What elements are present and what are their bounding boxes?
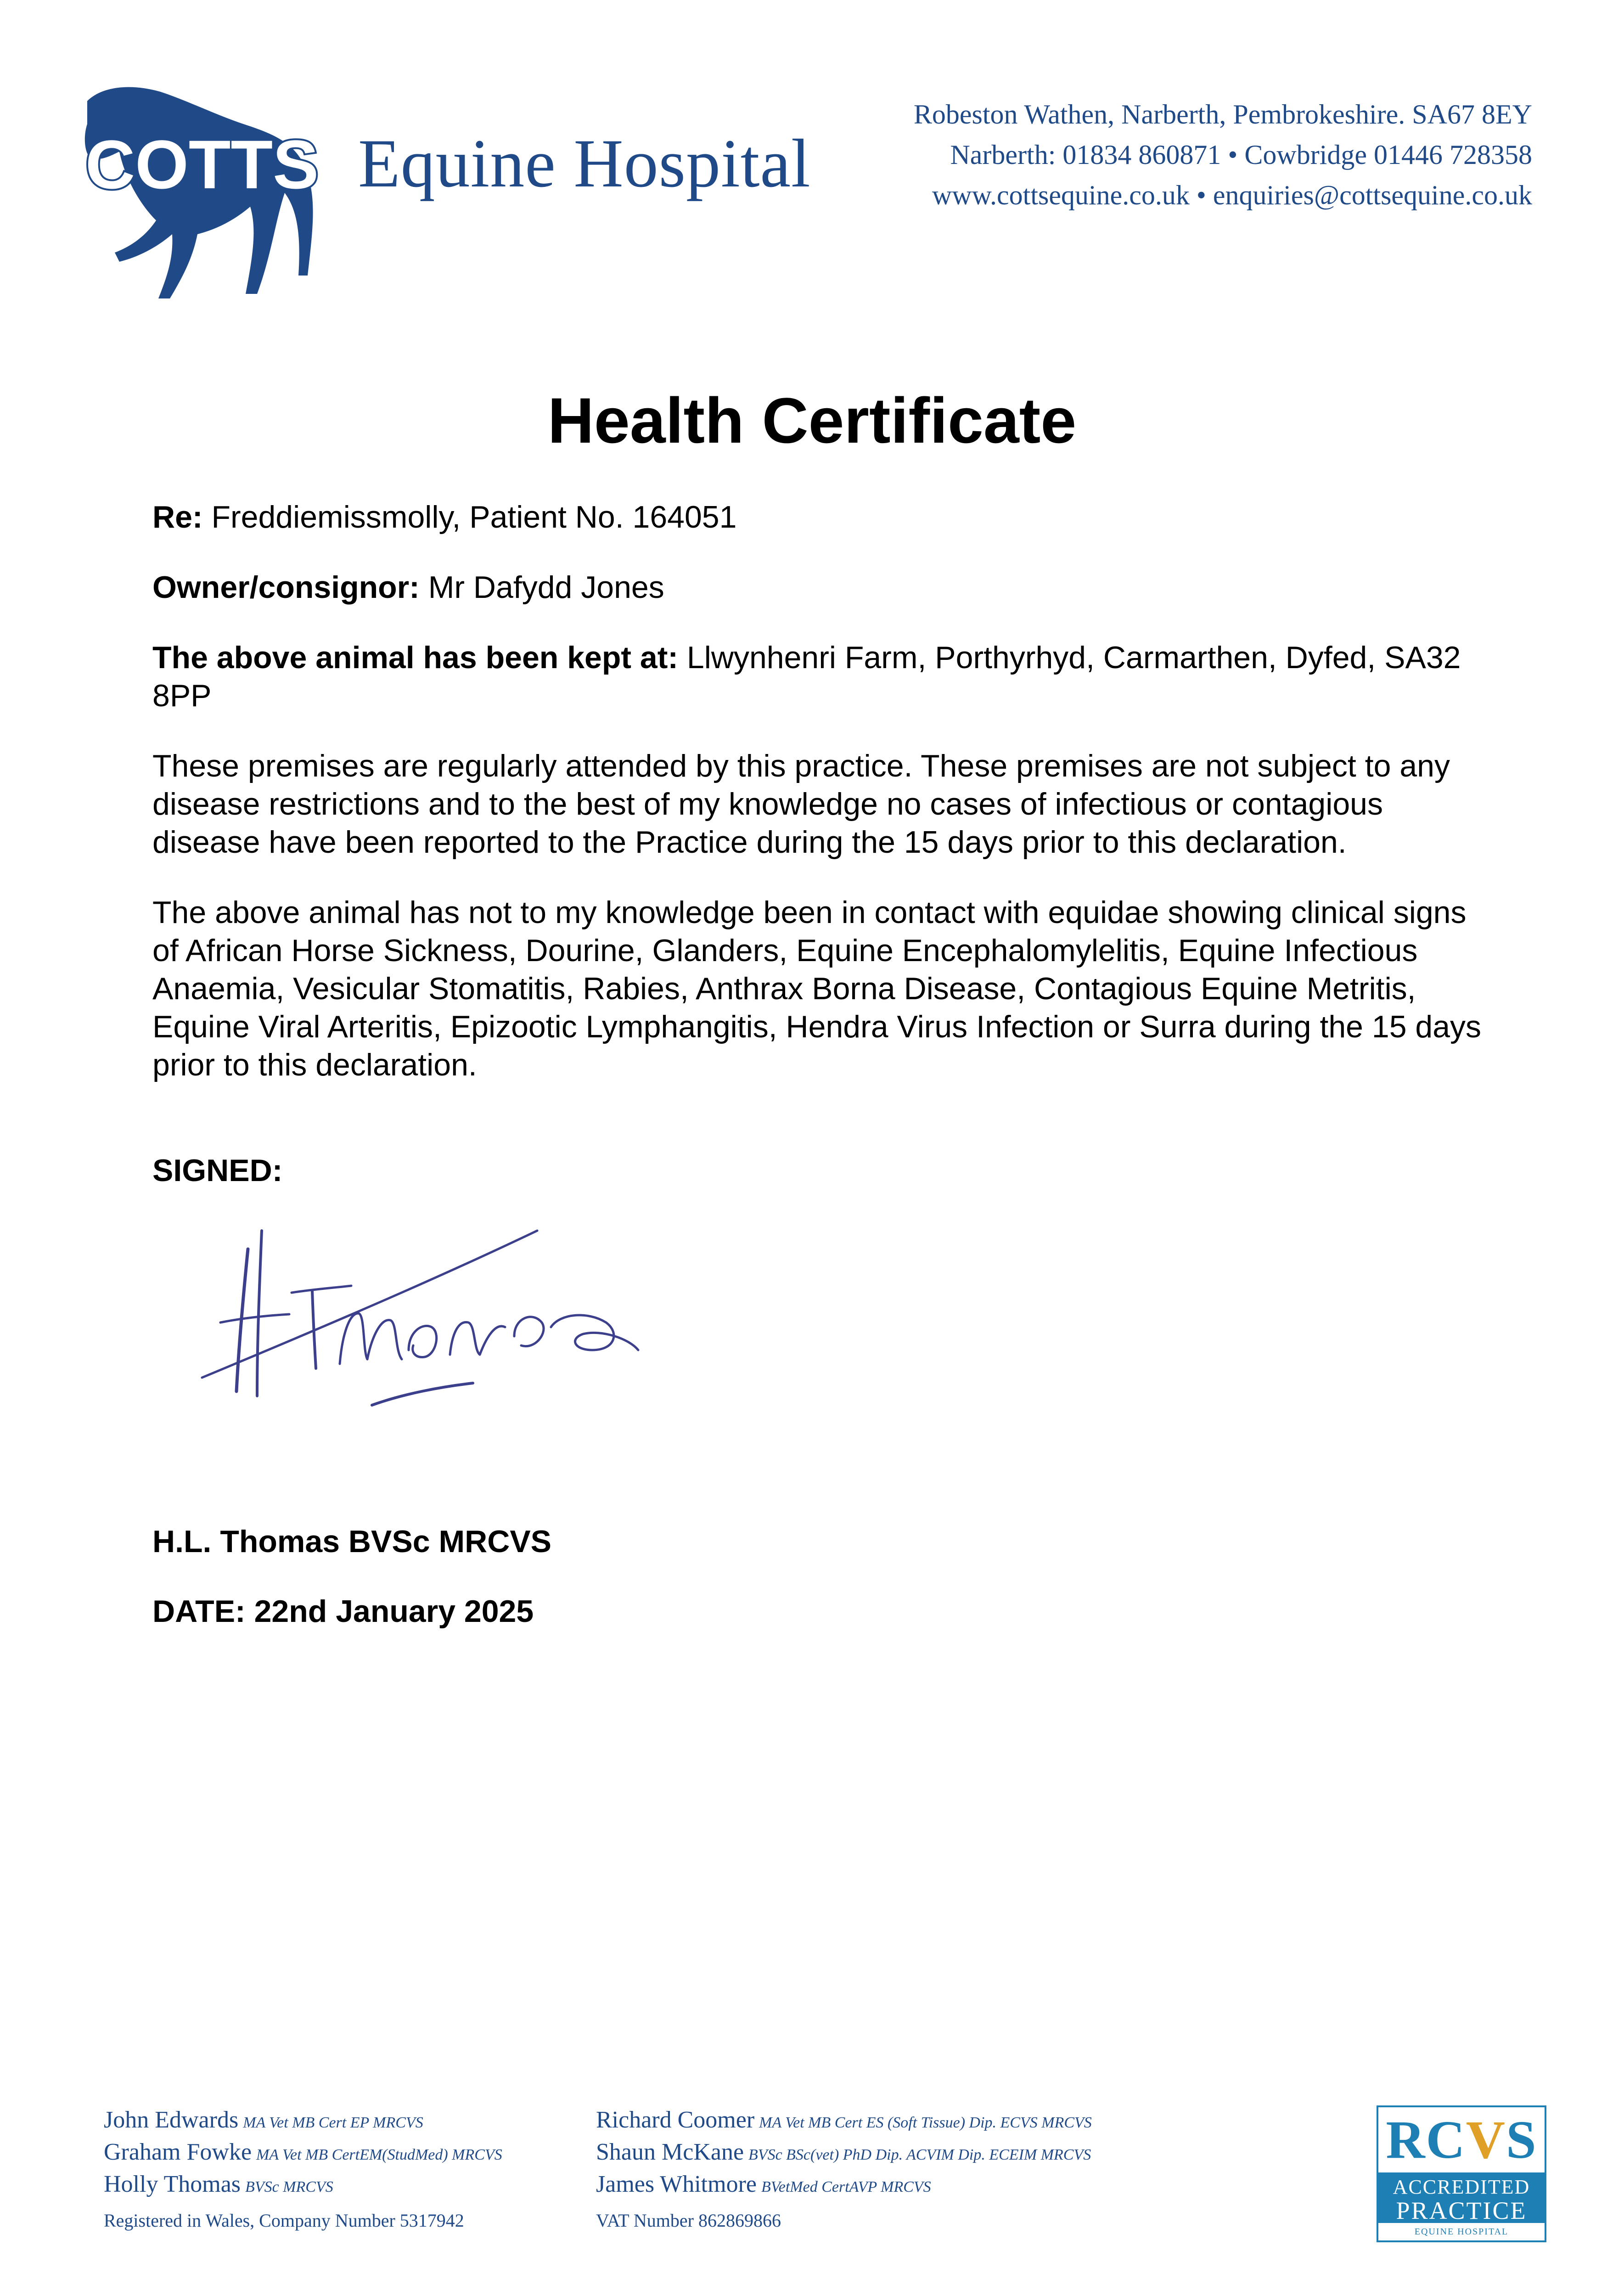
- owner-value: Mr Dafydd Jones: [428, 570, 664, 605]
- owner-label: Owner/consignor:: [152, 570, 420, 605]
- hospital-name: Equine Hospital: [358, 125, 811, 202]
- web-email-line: www.cottsequine.co.uk • enquiries@cottsequine.co.uk: [932, 180, 1532, 210]
- vet-name: Holly Thomas: [104, 2171, 241, 2197]
- owner-field: [152, 568, 1484, 607]
- vet-list-right: [596, 2105, 1092, 2202]
- vet-list-left: [104, 2105, 502, 2202]
- certificate-body: [152, 498, 1484, 1116]
- vet-entry: [104, 2105, 502, 2138]
- kept-at-label: The above animal has been kept at:: [152, 640, 679, 675]
- kept-at-value: Llwynhenri Farm, Porthyrhyd, Carmarthen, Dyfed, SA32 8PP: [152, 640, 1461, 713]
- vat-number: VAT Number 862869866: [596, 2210, 781, 2231]
- address-line: Robeston Wathen, Narberth, Pembrokeshire. SA67 8EY: [913, 99, 1532, 129]
- cotts-horse-logo: [69, 83, 335, 303]
- premises-paragraph: These premises are regularly attended by this practice. These premises are not subject to any disease restrictions and to the best of my knowledge no cases of infectious or contagious disease have been reported to the Practice during the 15 days prior to this declaration.: [152, 748, 1450, 860]
- vet-entry: [104, 2170, 502, 2202]
- logo-text: COTTS: [85, 126, 319, 203]
- vet-name: Graham Fowke: [104, 2139, 252, 2165]
- signed-label: SIGNED:: [152, 1153, 283, 1188]
- vet-quals: BVSc MRCVS: [245, 2178, 333, 2195]
- re-value: Freddiemissmolly, Patient No. 164051: [211, 500, 737, 535]
- vet-name: James Whitmore: [596, 2171, 757, 2197]
- kept-at-field: [152, 639, 1484, 715]
- vet-name: Shaun McKane: [596, 2139, 744, 2165]
- vet-quals: MA Vet MB Cert EP MRCVS: [243, 2114, 423, 2131]
- rcvs-accredited-band: [1378, 2172, 1545, 2223]
- phone-line: Narberth: 01834 860871 • Cowbridge 01446 728358: [950, 140, 1532, 170]
- contact-block: [914, 94, 1532, 215]
- company-registration: Registered in Wales, Company Number 5317942: [104, 2210, 464, 2231]
- vet-quals: MA Vet MB CertEM(StudMed) MRCVS: [256, 2146, 502, 2163]
- vet-quals: BVetMed CertAVP MRCVS: [761, 2178, 931, 2195]
- vet-entry: [596, 2105, 1092, 2138]
- signature-image: [193, 1212, 652, 1424]
- contact-declaration-paragraph: The above animal has not to my knowledge been in contact with equidae showing clinical signs of African Horse Sickness, Dourine, Glanders, Equine Encephalomylelitis, Equine Infectious Anaemia, Vesicular Stomatitis, Rabies, Anthrax Borna Disease, Contagious Equine Metritis, Equine Viral Arteritis, Epizootic Lymphangitis, Hendra Virus Infection or Surra during the 15 days prior to this declaration.: [152, 895, 1482, 1082]
- rcvs-s: S: [1506, 2110, 1537, 2170]
- vet-name: John Edwards: [104, 2107, 239, 2133]
- patient-field: [152, 498, 1484, 536]
- page-title: Health Certificate: [547, 384, 1077, 456]
- rcvs-wordmark: [1378, 2107, 1545, 2172]
- rcvs-rc: RC: [1386, 2110, 1466, 2170]
- vet-name: Richard Coomer: [596, 2107, 755, 2133]
- rcvs-accredited-text: ACCREDITED: [1393, 2176, 1530, 2198]
- rcvs-accredited-badge: [1377, 2105, 1546, 2242]
- vet-quals: BVSc BSc(vet) PhD Dip. ACVIM Dip. ECEIM MRCVS: [748, 2146, 1091, 2163]
- vet-entry: [104, 2138, 502, 2170]
- rcvs-v: V: [1466, 2110, 1506, 2170]
- signatory-name: H.L. Thomas BVSc MRCVS: [152, 1524, 552, 1559]
- vet-quals: MA Vet MB Cert ES (Soft Tissue) Dip. ECVS MRCVS: [759, 2114, 1092, 2131]
- date-line: DATE: 22nd January 2025: [152, 1594, 534, 1629]
- re-label: Re:: [152, 500, 203, 535]
- vet-entry: [596, 2170, 1092, 2202]
- vet-entry: [596, 2138, 1092, 2170]
- rcvs-sub-text: EQUINE HOSPITAL: [1414, 2227, 1509, 2237]
- rcvs-practice-text: PRACTICE: [1396, 2197, 1527, 2224]
